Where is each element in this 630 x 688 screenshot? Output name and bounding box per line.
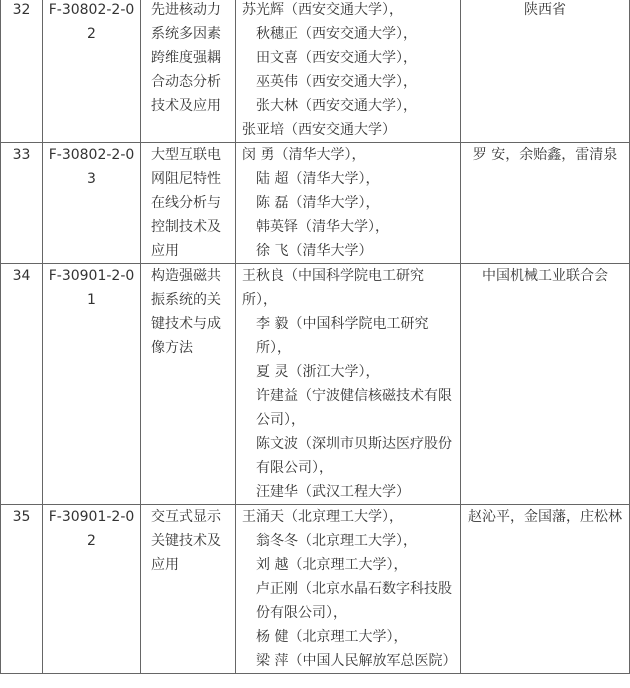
person: 夏 灵（浙江大学）， (256, 364, 380, 380)
table-row (1, 264, 630, 505)
person: 杨 健（北京理工大学）， (256, 629, 408, 645)
recommender: 赵沁平，金国藩，庄松林 (461, 505, 630, 674)
person: 王涌天（北京理工大学）， (242, 509, 403, 525)
person: 秋穗正（西安交通大学）， (256, 26, 417, 42)
row-number: 32 (1, 0, 43, 143)
person: 田文喜（西安交通大学）， (256, 50, 417, 66)
person: 陈 磊（清华大学）， (256, 195, 380, 211)
people-list (236, 143, 461, 264)
table-row (1, 143, 630, 264)
person: 苏光辉（西安交通大学）， (242, 2, 403, 18)
row-number: 34 (1, 264, 43, 505)
project-title: 大型互联电网阻尼特性在线分析与控制技术及应用 (141, 143, 236, 264)
recommender: 中国机械工业联合会 (461, 264, 630, 505)
people-list (236, 264, 461, 505)
people-list (236, 505, 461, 674)
person: 卢正刚（北京水晶石数字科技股份有限公司）， (256, 581, 452, 621)
person: 梁 萍（中国人民解放军总医院） (256, 653, 457, 669)
person: 张大林（西安交通大学）， (256, 98, 417, 114)
person: 张亚培（西安交通大学） (242, 122, 396, 138)
person: 陈文波（深圳市贝斯达医疗股份有限公司）， (256, 436, 452, 476)
person: 刘 越（北京理工大学）， (256, 557, 408, 573)
person: 翁冬冬（北京理工大学）， (256, 533, 417, 549)
project-title: 先进核动力系统多因素跨维度强耦合动态分析技术及应用 (141, 0, 236, 143)
project-code: F-30901-2-01 (43, 264, 141, 505)
person: 徐 飞（清华大学） (256, 243, 373, 259)
project-code: F-30901-2-02 (43, 505, 141, 674)
table-row (1, 505, 630, 674)
person: 陆 超（清华大学）， (256, 171, 380, 187)
project-code: F-30802-2-03 (43, 143, 141, 264)
row-number: 33 (1, 143, 43, 264)
person: 巫英伟（西安交通大学）， (256, 74, 417, 90)
recommender: 罗 安，余贻鑫，雷清泉 (461, 143, 630, 264)
project-title: 构造强磁共振系统的关键技术与成像方法 (141, 264, 236, 505)
person: 李 毅（中国科学院电工研究所）， (256, 316, 429, 356)
person: 韩英铎（清华大学）， (256, 219, 389, 235)
person: 闵 勇（清华大学）， (242, 147, 366, 163)
person: 王秋良（中国科学院电工研究所）， (242, 268, 424, 308)
recommender: 陕西省 (461, 0, 630, 143)
project-title: 交互式显示关键技术及应用 (141, 505, 236, 674)
row-number: 35 (1, 505, 43, 674)
person: 汪建华（武汉工程大学） (256, 484, 410, 500)
people-list (236, 0, 461, 143)
person: 许建益（宁波健信核磁技术有限公司）， (256, 388, 452, 428)
project-code: F-30802-2-02 (43, 0, 141, 143)
table-row (1, 0, 630, 143)
